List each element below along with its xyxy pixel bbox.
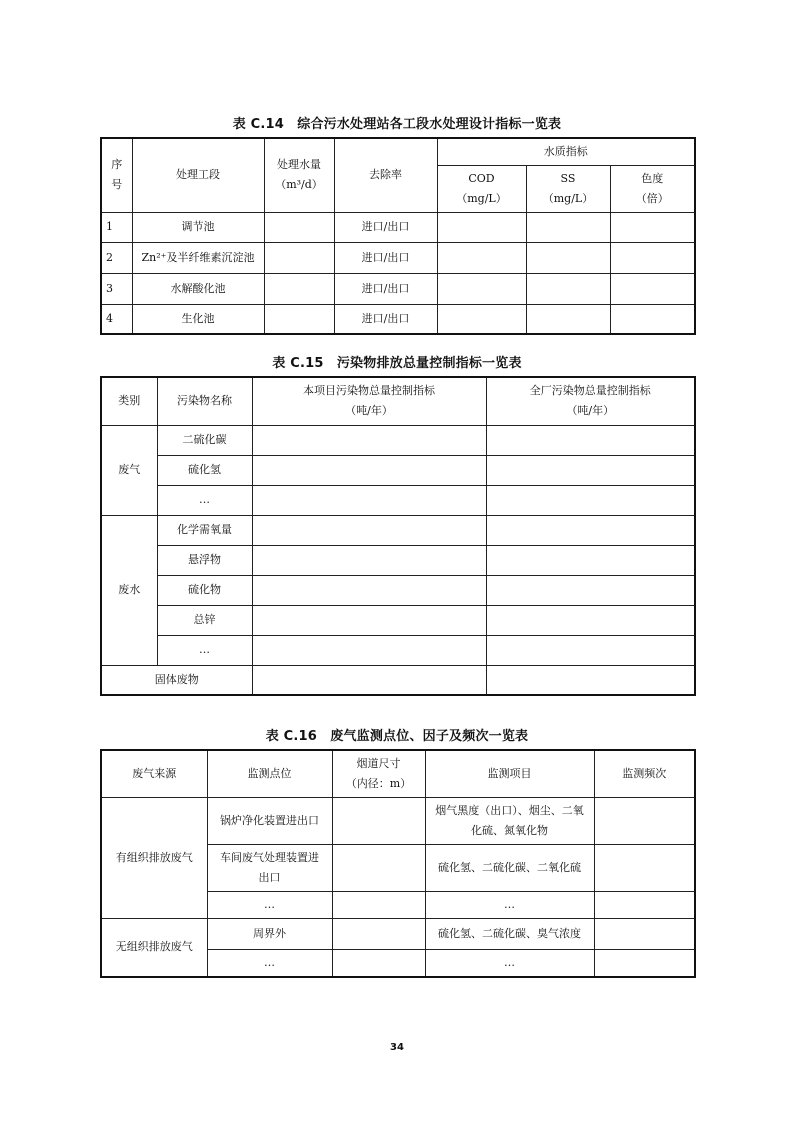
cell-project bbox=[252, 425, 486, 455]
cell-no: 2 bbox=[101, 242, 132, 273]
table-c14-caption: 表 C.14 综合污水处理站各工段水处理设计指标一览表 bbox=[232, 117, 562, 132]
cell-duct bbox=[332, 949, 425, 977]
cell-project bbox=[252, 665, 486, 695]
monitor-point: … bbox=[207, 891, 332, 918]
monitor-point: … bbox=[207, 949, 332, 977]
cell-project bbox=[252, 635, 486, 665]
table-c15-caption: 表 C.15 污染物排放总量控制指标一览表 bbox=[272, 356, 522, 371]
pollutant-name: 硫化氢 bbox=[157, 455, 252, 485]
cell-duct bbox=[332, 844, 425, 891]
table-row bbox=[101, 304, 695, 334]
header-plant-total: 全厂污染物总量控制指标 （吨/年） bbox=[486, 377, 695, 425]
cell-no: 4 bbox=[101, 304, 132, 334]
cell-duct bbox=[332, 918, 425, 949]
cell-plant bbox=[486, 605, 695, 635]
cell-duct bbox=[332, 891, 425, 918]
header-category: 类别 bbox=[101, 377, 157, 425]
pollutant-name: 悬浮物 bbox=[157, 545, 252, 575]
pollutant-name: 化学需氧量 bbox=[157, 515, 252, 545]
cell-plant bbox=[486, 665, 695, 695]
category-gas: 废气 bbox=[101, 425, 157, 515]
cell-frequency bbox=[594, 949, 695, 977]
table-row bbox=[101, 212, 695, 242]
cell-flow bbox=[264, 242, 334, 273]
header-cod: COD （mg/L） bbox=[437, 165, 526, 212]
cell-io: 进口/出口 bbox=[334, 304, 437, 334]
cell-io: 进口/出口 bbox=[334, 242, 437, 273]
cell-plant bbox=[486, 485, 695, 515]
header-removal: 去除率 bbox=[334, 138, 437, 212]
monitor-items: 硫化氢、二硫化碳、臭气浓度 bbox=[425, 918, 594, 949]
page-number: 34 bbox=[390, 1042, 404, 1053]
cell-plant bbox=[486, 425, 695, 455]
monitor-items: 硫化氢、二硫化碳、二氧化硫 bbox=[425, 844, 594, 891]
category-water: 废水 bbox=[101, 515, 157, 665]
source-unorganized: 无组织排放废气 bbox=[101, 918, 207, 977]
cell-frequency bbox=[594, 844, 695, 891]
cell-plant bbox=[486, 575, 695, 605]
cell-stage: 生化池 bbox=[132, 304, 264, 334]
cell-cod bbox=[437, 212, 526, 242]
pollutant-name: 二硫化碳 bbox=[157, 425, 252, 455]
cell-no: 1 bbox=[101, 212, 132, 242]
cell-flow bbox=[264, 304, 334, 334]
cell-plant bbox=[486, 545, 695, 575]
table-c16 bbox=[100, 749, 696, 978]
table-c16-caption: 表 C.16 废气监测点位、因子及频次一览表 bbox=[265, 729, 529, 744]
cell-io: 进口/出口 bbox=[334, 212, 437, 242]
cell-no: 3 bbox=[101, 273, 132, 304]
header-ss: SS （mg/L） bbox=[526, 165, 610, 212]
table-c14 bbox=[100, 137, 696, 335]
pollutant-name: … bbox=[157, 635, 252, 665]
cell-cod bbox=[437, 273, 526, 304]
category-solid: 固体废物 bbox=[101, 665, 252, 695]
cell-flow bbox=[264, 212, 334, 242]
cell-project bbox=[252, 605, 486, 635]
monitor-items: 烟气黑度（出口）、烟尘、二氧化硫、氮氧化物 bbox=[425, 797, 594, 844]
cell-color bbox=[610, 273, 695, 304]
cell-ss bbox=[526, 242, 610, 273]
table-row bbox=[101, 242, 695, 273]
monitor-items: … bbox=[425, 891, 594, 918]
cell-project bbox=[252, 545, 486, 575]
cell-color bbox=[610, 242, 695, 273]
cell-color bbox=[610, 212, 695, 242]
table-c15 bbox=[100, 376, 696, 696]
pollutant-name: 总锌 bbox=[157, 605, 252, 635]
cell-project bbox=[252, 575, 486, 605]
cell-io: 进口/出口 bbox=[334, 273, 437, 304]
cell-stage: 水解酸化池 bbox=[132, 273, 264, 304]
source-organized: 有组织排放废气 bbox=[101, 797, 207, 918]
cell-stage: Zn²⁺及半纤维素沉淀池 bbox=[132, 242, 264, 273]
cell-ss bbox=[526, 304, 610, 334]
header-quality: 水质指标 bbox=[437, 138, 695, 165]
cell-plant bbox=[486, 455, 695, 485]
cell-cod bbox=[437, 242, 526, 273]
header-no: 序号 bbox=[101, 138, 132, 212]
cell-project bbox=[252, 515, 486, 545]
cell-frequency bbox=[594, 918, 695, 949]
monitor-point: 锅炉净化装置进出口 bbox=[207, 797, 332, 844]
cell-project bbox=[252, 485, 486, 515]
header-pollutant: 污染物名称 bbox=[157, 377, 252, 425]
header-duct-size: 烟道尺寸 （内径：m） bbox=[332, 750, 425, 797]
pollutant-name: 硫化物 bbox=[157, 575, 252, 605]
pollutant-name: … bbox=[157, 485, 252, 515]
cell-flow bbox=[264, 273, 334, 304]
cell-color bbox=[610, 304, 695, 334]
header-items: 监测项目 bbox=[425, 750, 594, 797]
monitor-point: 周界外 bbox=[207, 918, 332, 949]
header-source: 废气来源 bbox=[101, 750, 207, 797]
monitor-point: 车间废气处理装置进出口 bbox=[207, 844, 332, 891]
header-stage: 处理工段 bbox=[132, 138, 264, 212]
header-color: 色度 （倍） bbox=[610, 165, 695, 212]
header-flow: 处理水量 （m³/d） bbox=[264, 138, 334, 212]
cell-frequency bbox=[594, 797, 695, 844]
header-point: 监测点位 bbox=[207, 750, 332, 797]
monitor-items: … bbox=[425, 949, 594, 977]
cell-project bbox=[252, 455, 486, 485]
table-row bbox=[101, 273, 695, 304]
cell-frequency bbox=[594, 891, 695, 918]
cell-plant bbox=[486, 515, 695, 545]
cell-plant bbox=[486, 635, 695, 665]
cell-ss bbox=[526, 212, 610, 242]
cell-cod bbox=[437, 304, 526, 334]
cell-ss bbox=[526, 273, 610, 304]
cell-stage: 调节池 bbox=[132, 212, 264, 242]
header-project-total: 本项目污染物总量控制指标 （吨/年） bbox=[252, 377, 486, 425]
cell-duct bbox=[332, 797, 425, 844]
header-frequency: 监测频次 bbox=[594, 750, 695, 797]
